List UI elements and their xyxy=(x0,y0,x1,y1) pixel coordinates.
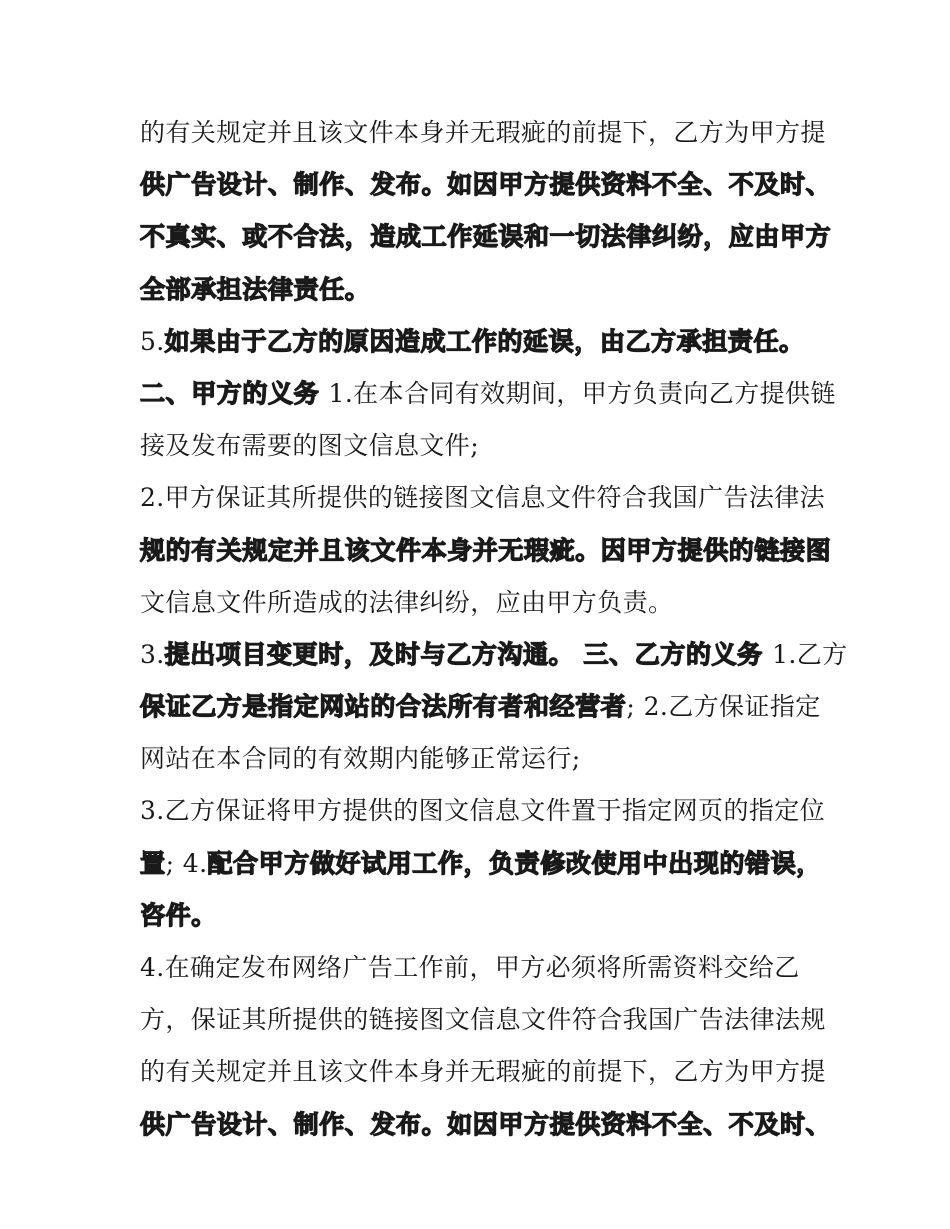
text-segment: 网站在本合同的有效期内能够正常运行; xyxy=(140,744,581,774)
text-segment: 接及发布需要的图文信息文件; xyxy=(140,431,480,461)
text-segment: ; 2.乙方保证指定 xyxy=(626,692,821,722)
text-line xyxy=(140,890,830,942)
text-segment: 的有关规定并且该文件本身并无瑕疵的前提下，乙方为甲方提 xyxy=(140,1057,826,1087)
contract-body-text xyxy=(140,107,848,1151)
text-line xyxy=(140,316,830,368)
text-segment: 4.在确定发布网络广告工作前，甲方必须将所需资料交给乙 xyxy=(140,953,800,982)
outlined-text-segment: 全部承担法律责任。 xyxy=(140,274,371,304)
text-line xyxy=(140,629,848,681)
text-segment: 3.乙方保证将甲方提供的图文信息文件置于指定网页的指定位 xyxy=(140,796,826,826)
text-line xyxy=(140,211,830,263)
text-segment: 5. xyxy=(140,326,165,356)
text-line xyxy=(140,420,830,472)
text-line xyxy=(140,785,830,837)
text-line xyxy=(140,264,830,316)
text-line xyxy=(140,107,830,159)
text-line xyxy=(140,525,830,577)
text-line xyxy=(140,838,830,890)
text-segment: 1.在本合同有效期间，甲方负责向乙方提供链 xyxy=(328,378,836,408)
text-segment: 1.乙方 xyxy=(772,639,848,669)
text-segment: 方，保证其所提供的链接图文信息文件符合我国广告法律法规 xyxy=(140,1005,826,1035)
text-line xyxy=(140,994,830,1046)
text-line xyxy=(140,1046,830,1098)
outlined-text-segment: 不真实、或不合法，造成工作延误和一切法律纠纷，应由甲方 xyxy=(140,222,832,252)
text-segment: 3. xyxy=(140,639,165,669)
text-line xyxy=(140,368,836,420)
text-segment: 的有关规定并且该文件本身并无瑕疵的前提下，乙方为甲方提 xyxy=(140,118,826,147)
outlined-text-segment: 提出项目变更时，及时与乙方沟通。 三、乙方的义务 xyxy=(164,639,773,669)
text-line xyxy=(140,942,830,994)
outlined-text-segment: 配合甲方做好试用工作，负责修改使用中出现的错误， xyxy=(207,848,822,878)
text-segment: 文信息文件所造成的法律纠纷，应由甲方负责。 xyxy=(140,587,674,617)
outlined-text-segment: 二、甲方的义务 xyxy=(140,378,329,408)
outlined-text-segment: 保证乙方是指定网站的合法所有者和经营者 xyxy=(140,692,627,722)
text-segment: 2.甲方保证其所提供的链接图文信息文件符合我国广告法律法 xyxy=(140,483,826,513)
outlined-text-segment: 如果由于乙方的原因造成工作的延误，由乙方承担责任。 xyxy=(164,326,805,356)
outlined-text-segment: 置 xyxy=(140,848,166,878)
text-segment: ; 4. xyxy=(165,848,208,878)
text-line xyxy=(140,577,830,629)
text-line xyxy=(140,1099,830,1151)
outlined-text-segment: 咨件。 xyxy=(140,900,217,930)
text-line xyxy=(140,472,830,524)
outlined-text-segment: 规的有关规定并且该文件本身并无瑕疵。因甲方提供的链接图 xyxy=(140,535,832,565)
text-line xyxy=(140,159,830,211)
outlined-text-segment: 供广告设计、制作、发布。如因甲方提供资料不全、不及时、 xyxy=(140,170,832,200)
text-line xyxy=(140,681,830,733)
text-line xyxy=(140,733,830,785)
outlined-text-segment: 供广告设计、制作、发布。如因甲方提供资料不全、不及时、 xyxy=(140,1109,832,1139)
